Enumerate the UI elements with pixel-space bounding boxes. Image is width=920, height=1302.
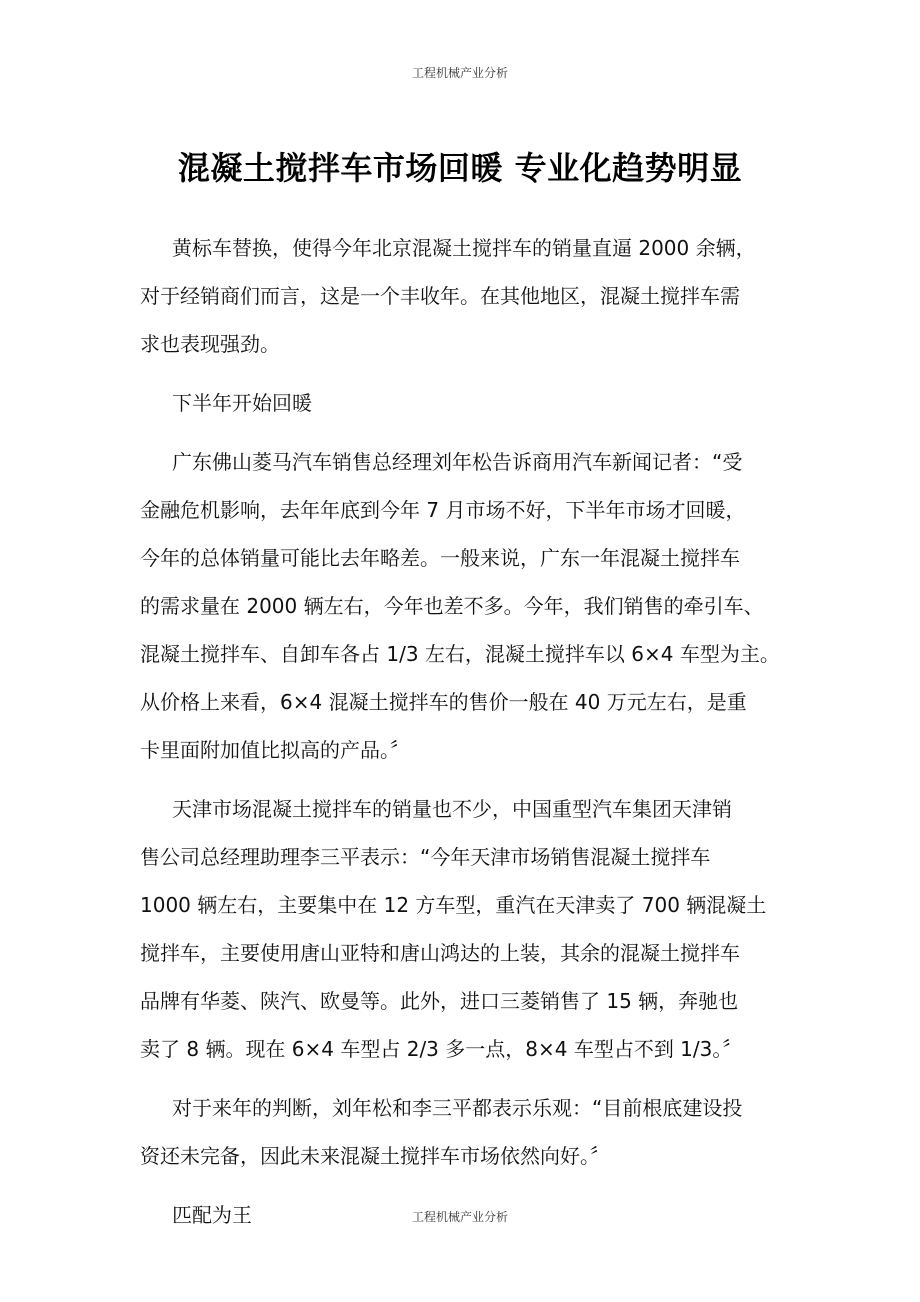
running-footer: 工程机械产业分析 [411,1210,508,1224]
paragraph-line: 品牌有华菱、陕汽、欧曼等。此外，进口三菱销售了 15 辆，奔驰也 [140,989,739,1013]
paragraph-line: 的需求量在 2000 辆左右，今年也差不多。今年，我们销售的牵引车、 [140,594,764,618]
paragraph-line: 对于经销商们而言，这是一个丰收年。在其他地区，混凝土搅拌车需 [140,284,740,308]
paragraph-line: 售公司总经理助理李三平表示：“今年天津市场销售混凝土搅拌车 [140,845,711,869]
paragraph-line: 今年的总体销量可能比去年略差。一般来说，广东一年混凝土搅拌车 [140,546,740,570]
paragraph [140,785,800,1073]
document-body [140,224,800,1250]
paragraph-line: 金融危机影响，去年年底到今年 7 月市场不好，下半年市场才回暖， [140,498,746,522]
document-title: 混凝土搅拌车市场回暖 专业化趋势明显 [177,149,743,187]
section-heading-text: 匹配为王 [172,1203,252,1227]
paragraph-line: 从价格上来看，6×4 混凝土搅拌车的售价一般在 40 万元左右，是重 [140,690,747,714]
paragraph-line: 求也表现强劲。 [140,332,280,356]
paragraph-line: 卡里面附加值比拟高的产品。〞 [140,738,410,762]
paragraph-line: 黄标车替换，使得今年北京混凝土搅拌车的销量直逼 2000 余辆， [172,236,756,260]
paragraph [140,1084,800,1180]
paragraph-line: 广东佛山菱马汽车销售总经理刘年松告诉商用汽车新闻记者：“受 [172,450,743,474]
paragraph-line: 对于来年的判断，刘年松和李三平都表示乐观：“目前根底建设投 [172,1096,743,1120]
paragraph [140,438,800,774]
section-heading-text: 下半年开始回暖 [172,391,312,415]
paragraph-line: 天津市场混凝土搅拌车的销量也不少，中国重型汽车集团天津销 [172,797,732,821]
paragraph-line: 1000 辆左右，主要集中在 12 方车型，重汽在天津卖了 700 辆混凝土 [140,893,767,917]
paragraph-line: 资还未完备，因此未来混凝土搅拌车市场依然向好。〞 [140,1144,610,1168]
running-header: 工程机械产业分析 [411,66,508,80]
paragraph-line: 混凝土搅拌车、自卸车各占 1/3 左右，混凝土搅拌车以 6×4 车型为主。 [140,642,780,666]
paragraph-line: 搅拌车，主要使用唐山亚特和唐山鸿达的上装，其余的混凝土搅拌车 [140,941,740,965]
section-heading [140,379,800,427]
paragraph [140,224,800,368]
paragraph-line: 卖了 8 辆。现在 6×4 车型占 2/3 多一点，8×4 车型占不到 1/3。〞 [140,1037,743,1061]
